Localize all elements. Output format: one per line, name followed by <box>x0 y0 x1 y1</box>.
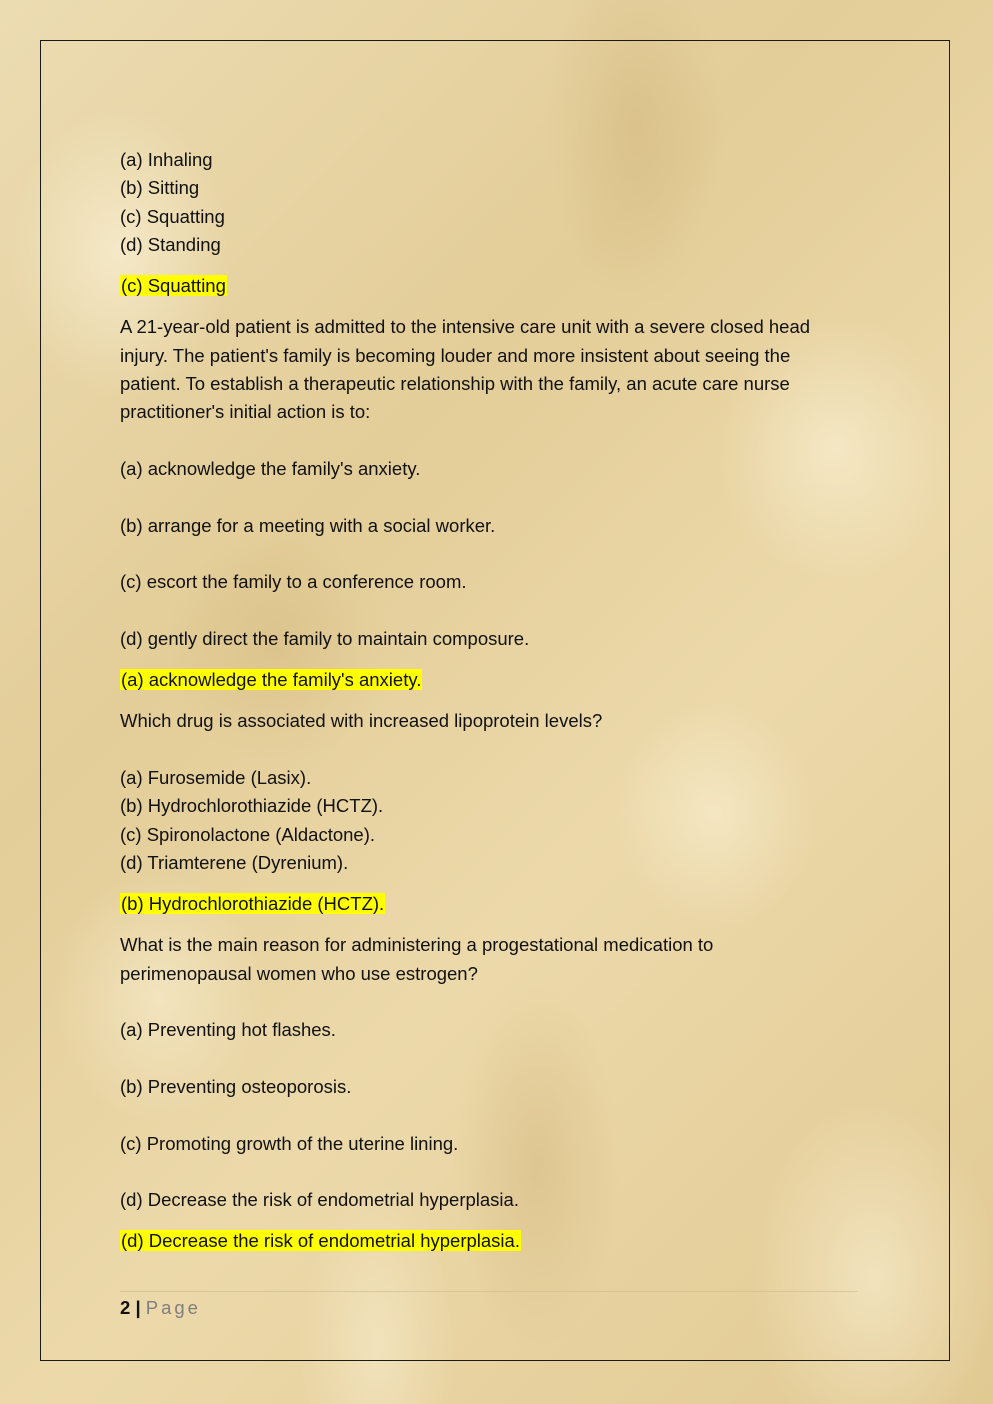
page-footer <box>120 1294 201 1322</box>
q1-option-d: (d) Standing <box>120 233 221 255</box>
q2-option-a: (a) acknowledge the family's anxiety. <box>120 457 421 479</box>
page-number: 2 <box>120 1297 131 1318</box>
q2-option-c: (c) escort the family to a conference room. <box>120 571 467 593</box>
q3-option-b: (b) Hydrochlorothiazide (HCTZ). <box>120 795 384 817</box>
q1-option-c: (c) Squatting <box>120 205 225 227</box>
q4-stem: What is the main reason for administering a progestational medication to perimenopausal women who use estrogen? <box>120 934 714 984</box>
q2-answer <box>120 666 850 694</box>
q1-option-b: (b) Sitting <box>120 177 200 199</box>
q1-answer-highlight: (c) Squatting <box>121 275 226 297</box>
q3-option-a: (a) Furosemide (Lasix). <box>120 766 312 788</box>
footer-rule <box>120 1291 858 1292</box>
q1-options <box>120 146 850 259</box>
q3-answer <box>120 890 850 918</box>
q3-option-d: (d) Triamterene (Dyrenium). <box>120 851 349 873</box>
q3-option-c: (c) Spironolactone (Aldactone). <box>120 823 376 845</box>
q3-stem: Which drug is associated with increased lipoprotein levels? <box>120 710 603 732</box>
q4-option-c: (c) Promoting growth of the uterine lining. <box>120 1132 459 1154</box>
q2-stem: A 21-year-old patient is admitted to the intensive care unit with a severe closed head injury. The patient's family is becoming louder and more insistent about seeing the patient. To establish a therapeutic relationship with the family, an acute care nurse practitioner's initial action is to: <box>120 316 811 423</box>
q3-answer-highlight: (b) Hydrochlorothiazide (HCTZ). <box>121 893 385 915</box>
q4-option-b: (b) Preventing osteoporosis. <box>120 1075 352 1097</box>
page-separator: | <box>135 1297 141 1318</box>
q4-answer-highlight: (d) Decrease the risk of endometrial hyperplasia. <box>121 1230 520 1252</box>
q4-option-d: (d) Decrease the risk of endometrial hyperplasia. <box>120 1189 519 1211</box>
q1-answer <box>120 272 850 300</box>
q2-option-d: (d) gently direct the family to maintain composure. <box>120 627 530 649</box>
q4-option-a: (a) Preventing hot flashes. <box>120 1019 336 1041</box>
page-label: Page <box>145 1297 201 1318</box>
q2-option-b: (b) arrange for a meeting with a social worker. <box>120 514 496 536</box>
q2-answer-highlight: (a) acknowledge the family's anxiety. <box>121 669 422 691</box>
q4-answer <box>120 1227 850 1255</box>
document-body <box>120 146 850 1256</box>
q1-option-a: (a) Inhaling <box>120 149 213 170</box>
